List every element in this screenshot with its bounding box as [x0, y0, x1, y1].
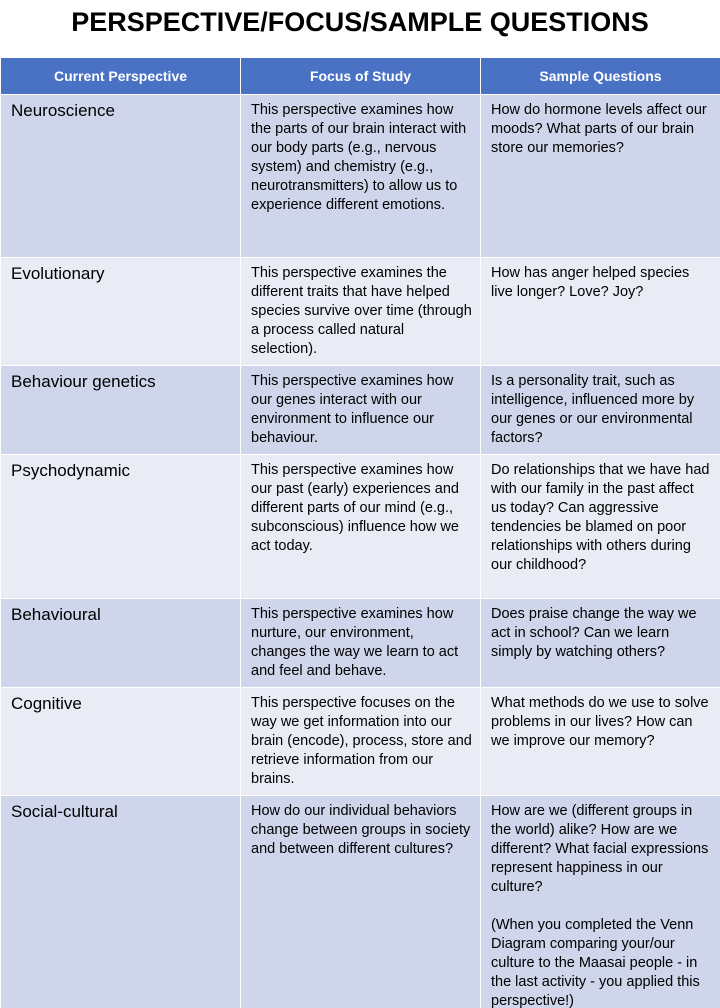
column-header-questions: Sample Questions	[481, 58, 720, 95]
perspective-cell: Cognitive	[1, 688, 241, 796]
table-row	[1, 796, 720, 1008]
focus-cell: This perspective examines how our genes interact with our environment to influence our behaviour.	[241, 366, 481, 455]
table-row	[1, 258, 720, 366]
focus-cell: This perspective focuses on the way we get information into our brain (encode), process, store and retrieve information from our brains.	[241, 688, 481, 796]
table-row	[1, 95, 720, 258]
questions-cell: Does praise change the way we act in school? Can we learn simply by watching others?	[481, 599, 720, 688]
focus-cell: This perspective examines how nurture, our environment, changes the way we learn to act and feel and behave.	[241, 599, 481, 688]
column-header-perspective: Current Perspective	[1, 58, 241, 95]
perspective-table	[0, 57, 720, 1008]
perspective-cell: Behaviour genetics	[1, 366, 241, 455]
questions-cell: How do hormone levels affect our moods? What parts of our brain store our memories?	[481, 95, 720, 258]
page-title: PERSPECTIVE/FOCUS/SAMPLE QUESTIONS	[71, 7, 649, 37]
questions-cell: How has anger helped species live longer? Love? Joy?	[481, 258, 720, 366]
perspective-cell: Neuroscience	[1, 95, 241, 258]
table-header-row	[1, 58, 720, 95]
perspective-cell: Social-cultural	[1, 796, 241, 1008]
perspective-cell: Evolutionary	[1, 258, 241, 366]
focus-cell: This perspective examines how the parts of our brain interact with our body parts (e.g., nervous system) and chemistry (e.g., neurotransmitters) to allow us to experience different emotions.	[241, 95, 481, 258]
table-row	[1, 688, 720, 796]
focus-cell: This perspective examines how our past (early) experiences and different parts of our mind (e.g., subconscious) influence how we act today.	[241, 455, 481, 599]
table-row	[1, 366, 720, 455]
questions-cell: How are we (different groups in the world) alike? How are we different? What facial expressions represent happiness in our culture? (When you completed the Venn Diagram comparing your/our culture to the Maasai people - in the last activity - you applied this perspective!)	[481, 796, 720, 1008]
questions-cell: What methods do we use to solve problems in our lives? How can we improve our memory?	[481, 688, 720, 796]
table-row	[1, 455, 720, 599]
column-header-focus: Focus of Study	[241, 58, 481, 95]
focus-cell: This perspective examines the different traits that have helped species survive over time (through a process called natural selection).	[241, 258, 481, 366]
perspective-cell: Behavioural	[1, 599, 241, 688]
perspective-cell: Psychodynamic	[1, 455, 241, 599]
focus-cell: How do our individual behaviors change between groups in society and between different cultures?	[241, 796, 481, 1008]
questions-cell: Do relationships that we have had with our family in the past affect us today? Can aggressive tendencies be blamed on poor relationships with others during our childhood?	[481, 455, 720, 599]
table-row	[1, 599, 720, 688]
questions-cell: Is a personality trait, such as intelligence, influenced more by our genes or our environmental factors?	[481, 366, 720, 455]
